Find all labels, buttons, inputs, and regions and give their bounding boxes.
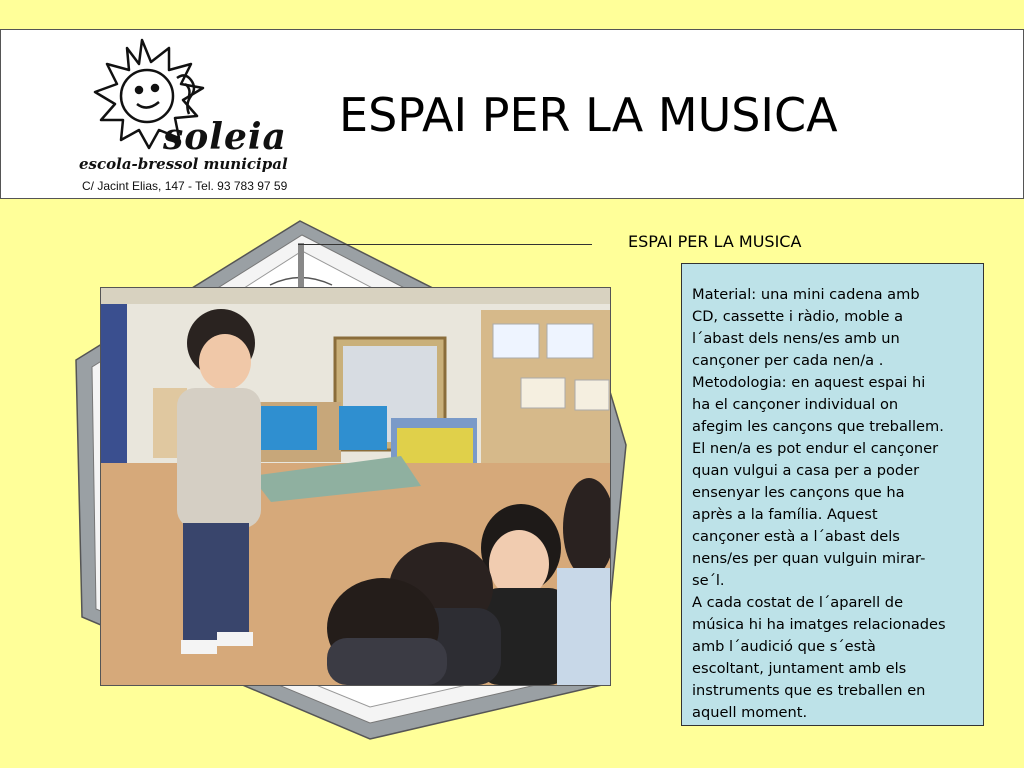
school-logo — [77, 38, 303, 198]
description-line: A cada costat de l´aparell de — [692, 594, 904, 611]
description-line: ensenyar les cançons que ha — [692, 484, 905, 501]
description-line: Metodologia: en aquest espai hi — [692, 374, 926, 391]
logo-subtitle: escola-bressol municipal — [79, 155, 288, 173]
description-line: afegim les cançons que treballem. — [692, 418, 944, 435]
section-subtitle: ESPAI PER LA MUSICA — [628, 232, 802, 251]
description-line: se´l. — [692, 572, 725, 589]
description-line: El nen/a es pot endur el cançoner — [692, 440, 939, 457]
title-divider — [298, 244, 592, 245]
description-line: música hi ha imatges relacionades — [692, 616, 946, 633]
description-line: après a la família. Aquest — [692, 506, 878, 523]
header-banner — [0, 29, 1024, 199]
description-line: l´abast dels nens/es amb un — [692, 330, 900, 347]
description-line: aquell moment. — [692, 704, 808, 721]
page-title: ESPAI PER LA MUSICA — [339, 88, 838, 142]
description-line: CD, cassette i ràdio, moble a — [692, 308, 904, 325]
description-line: instruments que es treballen en — [692, 682, 926, 699]
description-line: ha el cançoner individual on — [692, 396, 899, 413]
description-line: Material: una mini cadena amb — [692, 286, 920, 303]
description-box — [681, 263, 984, 726]
description-line: nens/es per quan vulguin mirar- — [692, 550, 926, 567]
description-line: quan vulgui a casa per a poder — [692, 462, 920, 479]
logo-wordmark: soleia — [163, 116, 287, 158]
description-line: amb l´audició que s´està — [692, 638, 876, 655]
photo-illustration — [101, 288, 610, 685]
description-line: escoltant, juntament amb els — [692, 660, 907, 677]
school-address: C/ Jacint Elias, 147 - Tel. 93 783 97 59 — [82, 179, 288, 193]
description-line: cançoner per cada nen/a . — [692, 352, 884, 369]
description-line: cançoner està a l´abast dels — [692, 528, 900, 545]
classroom-photo — [100, 287, 611, 686]
